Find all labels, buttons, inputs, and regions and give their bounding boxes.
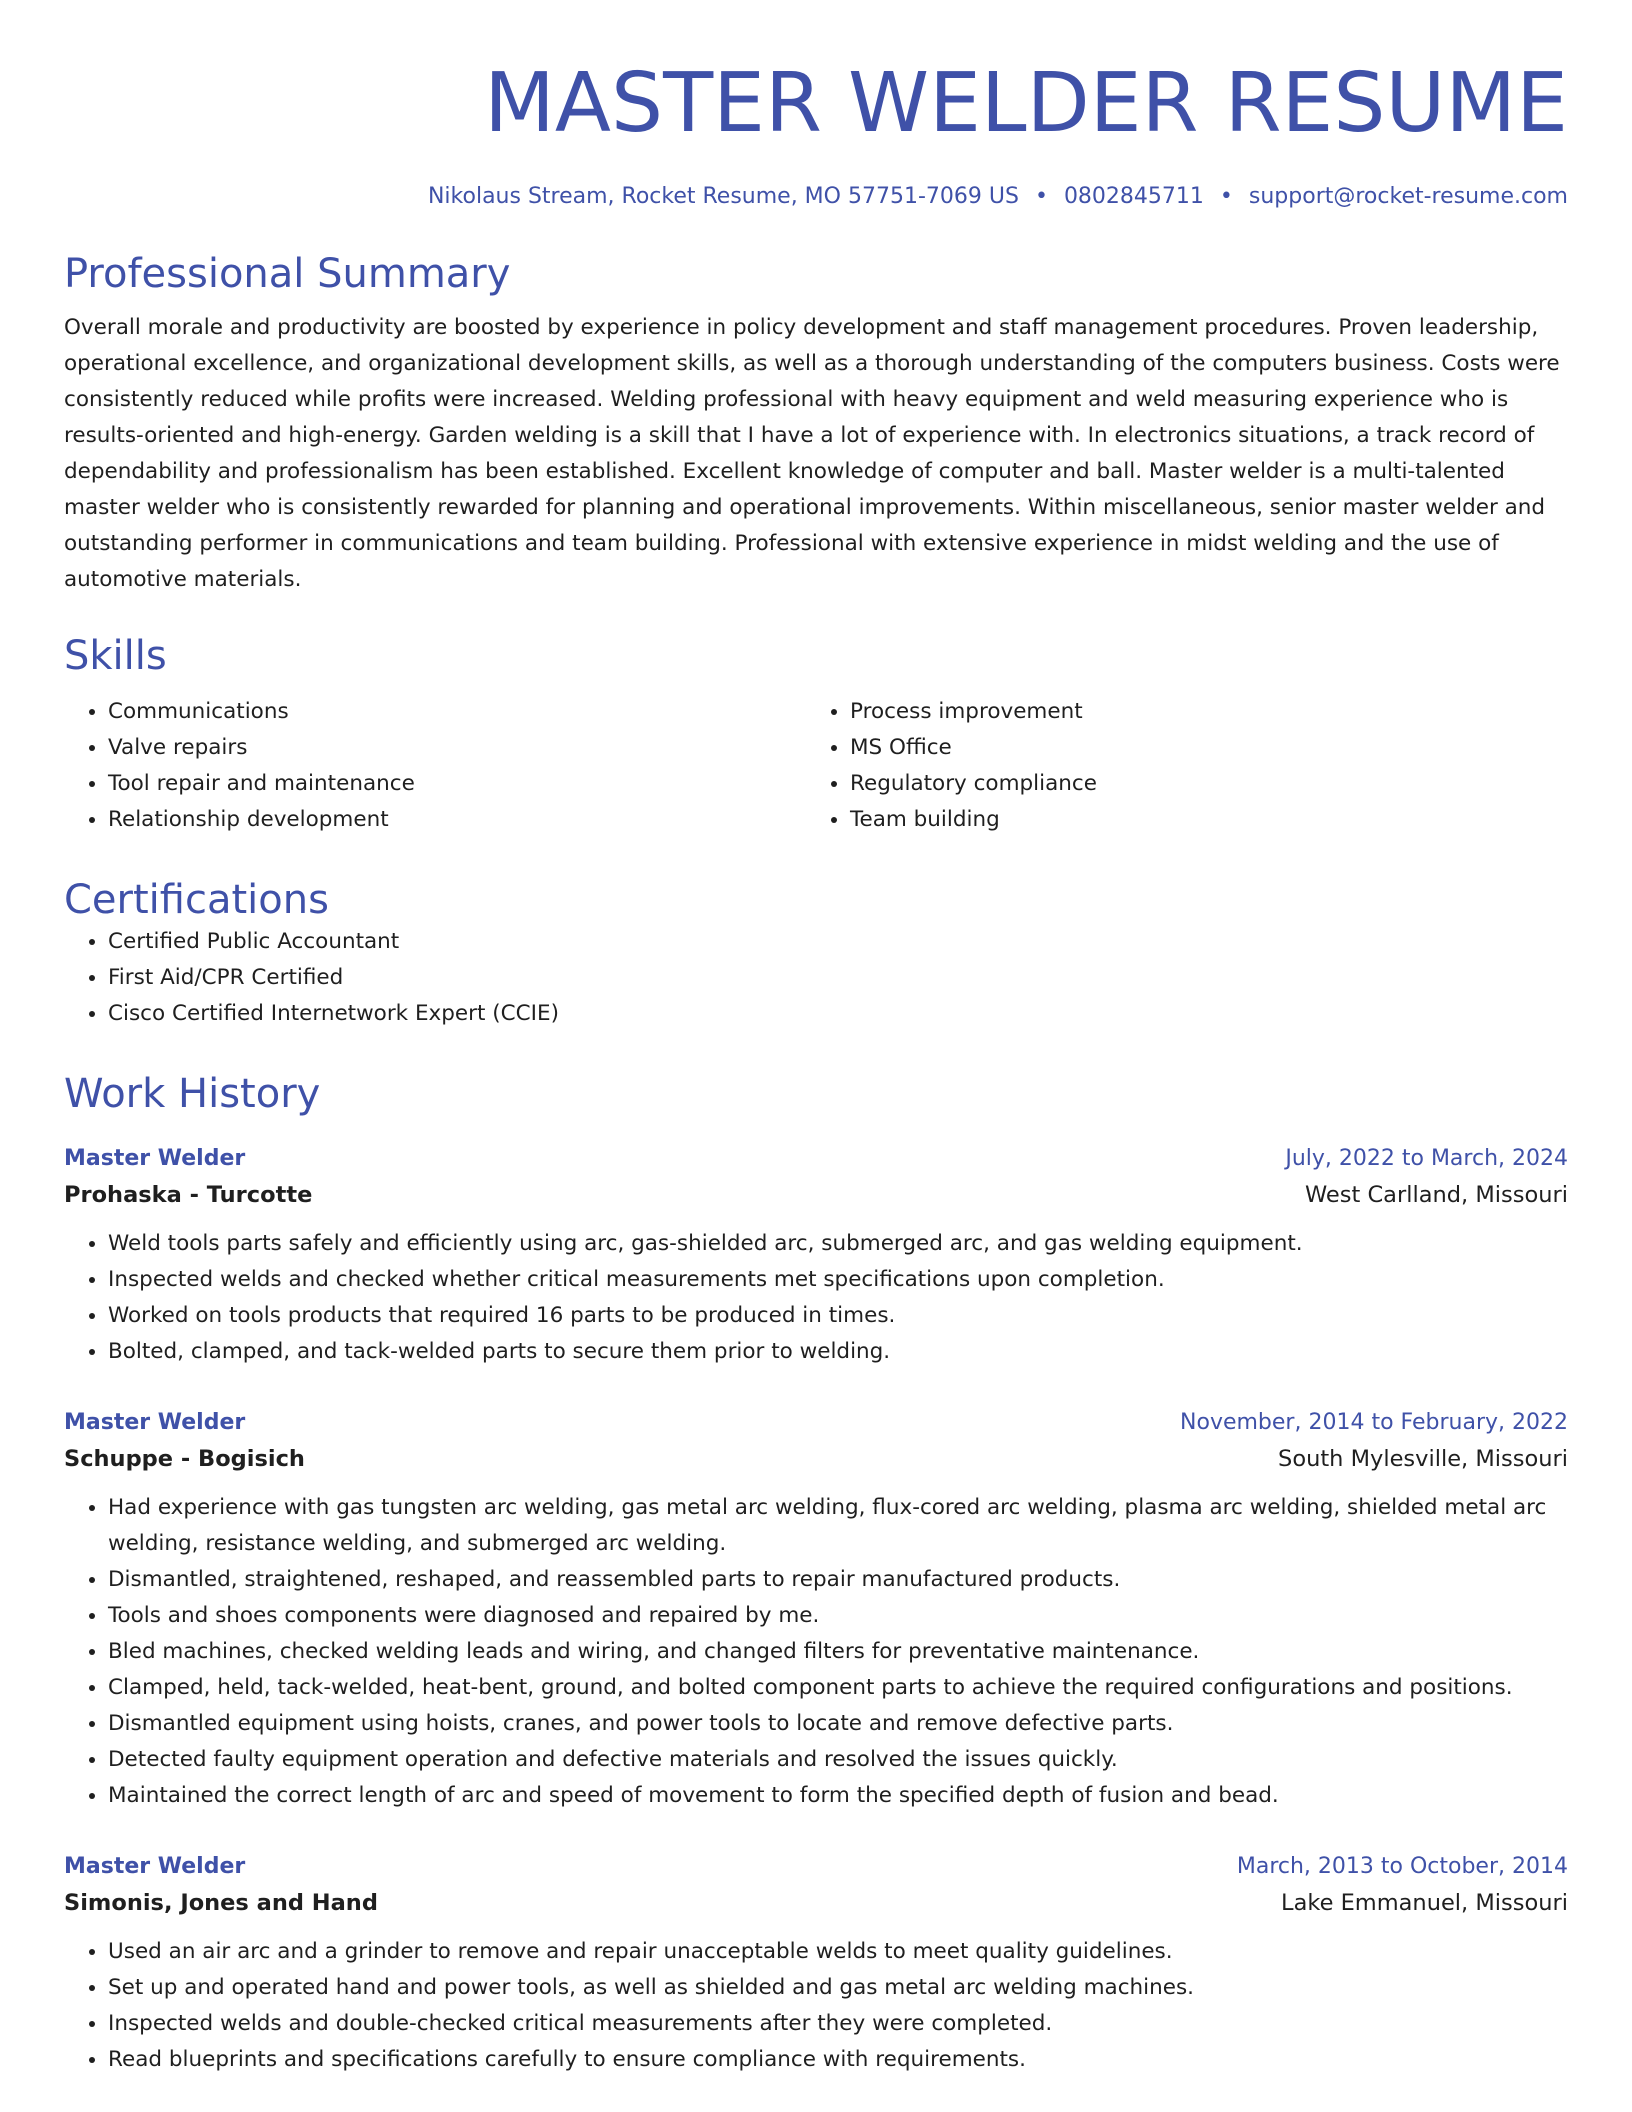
job-duty-item: • Read blueprints and specifications carefully to ensure compliance with requirements. (108, 2042, 1568, 2078)
job-company: Schuppe - Bogisich (64, 1446, 305, 1472)
job-duty-item: • Worked on tools products that required 16 parts to be produced in times. (108, 1298, 1568, 1334)
job-duties-list (64, 1934, 1568, 2078)
skill-item: • Process improvement (850, 694, 1548, 730)
job-location: Lake Emmanuel, Missouri (1281, 1890, 1568, 1916)
skills-column-left (64, 694, 806, 838)
job-dates: July, 2022 to March, 2024 (1285, 1146, 1568, 1171)
contact-phone: 0802845711 (1063, 184, 1204, 209)
contact-separator: • (1219, 184, 1233, 209)
job-duty-item: • Clamped, held, tack-welded, heat-bent, ground, and bolted component parts to achieve the required configurations and positions. (108, 1670, 1568, 1706)
skill-item: • Tool repair and maintenance (108, 766, 806, 802)
job-dates: March, 2013 to October, 2014 (1236, 1854, 1568, 1879)
skills-list-right (806, 694, 1548, 838)
job-duty-item: • Set up and operated hand and power tools, as well as shielded and gas metal arc welding machines. (108, 1970, 1568, 2006)
skill-item: • Valve repairs (108, 730, 806, 766)
job-duty-item: • Dismantled equipment using hoists, cranes, and power tools to locate and remove defective parts. (108, 1706, 1568, 1742)
job-duties-list (64, 1490, 1568, 1814)
summary-text: Overall morale and productivity are boosted by experience in policy development and staff management procedures. Proven leadership, operational excellence, and organizational development skills, as well as a thorough understanding of the computers business. Costs were consistently reduced while profits were increased. Welding professional with heavy equipment and weld measuring experience who is results-oriented and high-energy. Garden welding is a skill that I have a lot of experience with. In electronics situations, a track record of dependability and professionalism has been established. Excellent knowledge of computer and ball. Master welder is a multi-talented master welder who is consistently rewarded for planning and operational improvements. Within miscellaneous, senior master welder and outstanding performer in communications and team building. Professional with extensive experience in midst welding and the use of automotive materials. (64, 315, 1560, 592)
job-duty-item: • Weld tools parts safely and efficiently using arc, gas-shielded arc, submerged arc, and gas welding equipment. (108, 1226, 1568, 1262)
skills-column-right (806, 694, 1548, 838)
job-employer-row (64, 1884, 1568, 1922)
job-duty-item: • Maintained the correct length of arc and speed of movement to form the specified depth of fusion and bead. (108, 1778, 1568, 1814)
job-title: Master Welder (64, 1854, 246, 1879)
job-company: Prohaska - Turcotte (64, 1182, 313, 1208)
summary-heading: Professional Summary (64, 251, 511, 297)
job-duty-item: • Inspected welds and double-checked critical measurements after they were completed. (108, 2006, 1568, 2042)
job-duty-item: • Bled machines, checked welding leads and wiring, and changed filters for preventative maintenance. (108, 1634, 1568, 1670)
job-dates: November, 2014 to February, 2022 (1180, 1410, 1568, 1435)
work-history-heading: Work History (64, 1071, 321, 1117)
job-duty-item: • Used an air arc and a grinder to remove and repair unacceptable welds to meet quality guidelines. (108, 1934, 1568, 1970)
job-header-row (64, 1850, 1568, 1884)
job-entry (64, 1142, 1568, 1370)
skill-item: • Relationship development (108, 802, 806, 838)
certifications-list (64, 924, 1568, 1032)
skills-list-left (64, 694, 806, 838)
contact-separator: • (1034, 184, 1048, 209)
job-location: South Mylesville, Missouri (1278, 1446, 1568, 1472)
certification-item: • First Aid/CPR Certified (108, 960, 1568, 996)
certification-item: • Certified Public Accountant (108, 924, 1568, 960)
job-company: Simonis, Jones and Hand (64, 1890, 378, 1916)
job-employer-row (64, 1176, 1568, 1214)
certifications-heading: Certifications (64, 877, 329, 923)
job-duty-item: • Detected faulty equipment operation and defective materials and resolved the issues quickly. (108, 1742, 1568, 1778)
job-duty-item: • Inspected welds and checked whether critical measurements met specifications upon completion. (108, 1262, 1568, 1298)
contact-address: Nikolaus Stream, Rocket Resume, MO 57751-7069 US (427, 184, 1019, 209)
skills-grid (64, 694, 1568, 838)
page-title: MASTER WELDER RESUME (484, 56, 1568, 151)
job-title: Master Welder (64, 1410, 246, 1435)
contact-info (64, 182, 1568, 212)
skills-heading: Skills (64, 633, 167, 679)
job-duties-list (64, 1226, 1568, 1370)
job-employer-row (64, 1440, 1568, 1478)
job-title: Master Welder (64, 1146, 246, 1171)
contact-email: support@rocket-resume.com (1248, 184, 1568, 209)
job-header-row (64, 1142, 1568, 1176)
job-entry (64, 1406, 1568, 1814)
job-duty-item: • Dismantled, straightened, reshaped, and reassembled parts to repair manufactured products. (108, 1562, 1568, 1598)
certification-item: • Cisco Certified Internetwork Expert (CCIE) (108, 996, 1568, 1032)
job-header-row (64, 1406, 1568, 1440)
job-duty-item: • Bolted, clamped, and tack-welded parts to secure them prior to welding. (108, 1334, 1568, 1370)
skill-item: • Communications (108, 694, 806, 730)
job-duty-item: • Had experience with gas tungsten arc welding, gas metal arc welding, flux-cored arc welding, plasma arc welding, shielded metal arc welding, resistance welding, and submerged arc welding. (108, 1490, 1568, 1562)
job-entry (64, 1850, 1568, 2078)
skill-item: • Regulatory compliance (850, 766, 1548, 802)
skill-item: • Team building (850, 802, 1548, 838)
skill-item: • MS Office (850, 730, 1548, 766)
job-location: West Carlland, Missouri (1305, 1182, 1568, 1208)
job-duty-item: • Tools and shoes components were diagnosed and repaired by me. (108, 1598, 1568, 1634)
